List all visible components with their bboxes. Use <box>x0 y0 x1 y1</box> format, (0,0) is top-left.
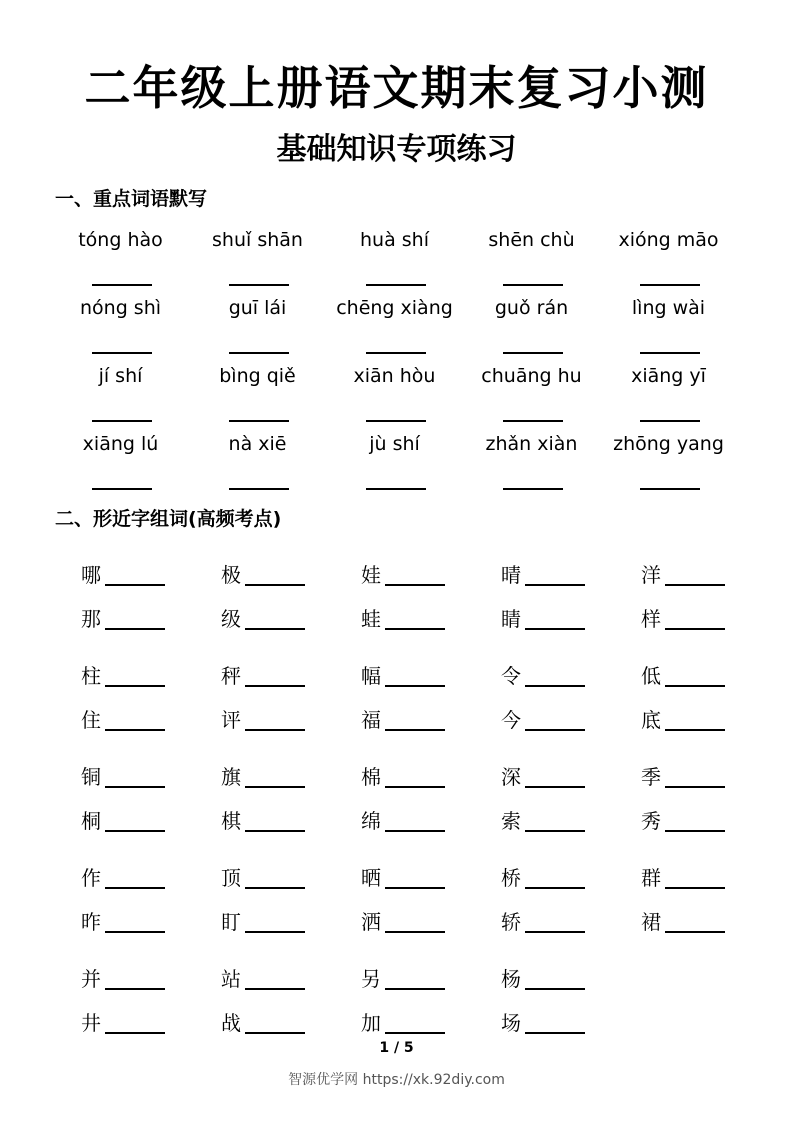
character-text: 战 <box>221 1011 241 1035</box>
pinyin-text: xiāng yī <box>631 365 706 387</box>
character-item <box>641 891 781 935</box>
pinyin-text: xiān hòu <box>353 365 436 387</box>
character-item <box>221 992 361 1036</box>
word-blank[interactable] <box>385 988 445 990</box>
character-item <box>81 847 221 891</box>
pinyin-item <box>463 226 600 294</box>
pinyin-item <box>463 430 600 498</box>
character-item <box>81 645 221 689</box>
similar-character-grid <box>81 544 781 1049</box>
character-text: 深 <box>501 765 521 789</box>
character-item <box>641 790 781 834</box>
word-blank[interactable] <box>105 1032 165 1034</box>
pinyin-item <box>326 226 463 294</box>
section-heading-vocab-dictation: 一、重点词语默写 <box>55 188 208 210</box>
answer-blank[interactable] <box>366 284 426 286</box>
word-blank[interactable] <box>245 1032 305 1034</box>
word-blank[interactable] <box>105 988 165 990</box>
word-blank[interactable] <box>665 729 725 731</box>
pinyin-item <box>463 294 600 362</box>
character-item <box>501 992 641 1036</box>
character-text: 季 <box>641 765 661 789</box>
character-text: 睛 <box>501 607 521 631</box>
character-item <box>641 645 781 689</box>
pinyin-text: jí shí <box>98 365 143 387</box>
word-blank[interactable] <box>245 887 305 889</box>
word-blank[interactable] <box>385 830 445 832</box>
character-text: 极 <box>221 563 241 587</box>
word-blank[interactable] <box>525 628 585 630</box>
character-item <box>221 948 361 992</box>
pinyin-text: zhǎn xiàn <box>485 433 578 455</box>
character-item <box>361 790 501 834</box>
character-text: 另 <box>361 967 381 991</box>
character-item <box>221 790 361 834</box>
word-blank[interactable] <box>525 887 585 889</box>
character-text: 评 <box>221 708 241 732</box>
character-text: 令 <box>501 664 521 688</box>
pinyin-text: zhōng yang <box>613 433 724 455</box>
character-text: 轿 <box>501 910 521 934</box>
word-blank[interactable] <box>665 786 725 788</box>
character-item <box>221 746 361 790</box>
character-text: 索 <box>501 809 521 833</box>
word-blank[interactable] <box>665 628 725 630</box>
pinyin-item <box>326 362 463 430</box>
pinyin-item <box>600 430 737 498</box>
pinyin-row <box>52 430 738 498</box>
word-blank[interactable] <box>525 988 585 990</box>
pinyin-item <box>600 294 737 362</box>
answer-blank[interactable] <box>503 420 563 422</box>
character-text: 杨 <box>501 967 521 991</box>
character-item <box>81 948 221 992</box>
character-item <box>641 746 781 790</box>
character-text: 哪 <box>81 563 101 587</box>
character-text: 裙 <box>641 910 661 934</box>
character-text: 秀 <box>641 809 661 833</box>
pinyin-item <box>52 362 189 430</box>
word-blank[interactable] <box>245 729 305 731</box>
pinyin-row <box>52 362 738 430</box>
answer-blank[interactable] <box>640 284 700 286</box>
character-item <box>501 847 641 891</box>
character-item <box>641 847 781 891</box>
character-text: 秤 <box>221 664 241 688</box>
word-blank[interactable] <box>665 584 725 586</box>
character-text: 晒 <box>361 866 381 890</box>
word-blank[interactable] <box>385 1032 445 1034</box>
pinyin-item <box>52 294 189 362</box>
character-item <box>641 588 781 632</box>
character-text: 站 <box>221 967 241 991</box>
character-item <box>641 689 781 733</box>
character-text: 旗 <box>221 765 241 789</box>
pinyin-text: jù shí <box>369 433 420 455</box>
character-pair-group <box>81 544 781 645</box>
pinyin-row <box>52 226 738 294</box>
character-item <box>501 689 641 733</box>
character-row <box>81 544 781 588</box>
pinyin-item <box>600 362 737 430</box>
character-row <box>81 992 781 1036</box>
character-pair-group <box>81 847 781 948</box>
character-item <box>361 746 501 790</box>
character-item <box>221 544 361 588</box>
answer-blank[interactable] <box>640 352 700 354</box>
pinyin-item <box>600 226 737 294</box>
character-row <box>81 891 781 935</box>
answer-blank[interactable] <box>640 420 700 422</box>
character-item <box>501 746 641 790</box>
character-text: 顶 <box>221 866 241 890</box>
page-subtitle: 基础知识专项练习 <box>276 132 517 167</box>
character-text: 福 <box>361 708 381 732</box>
word-blank[interactable] <box>525 931 585 933</box>
word-blank[interactable] <box>105 628 165 630</box>
pinyin-item <box>189 362 326 430</box>
pinyin-text: nà xiē <box>228 433 287 455</box>
character-text: 蛙 <box>361 607 381 631</box>
answer-blank[interactable] <box>503 488 563 490</box>
answer-blank[interactable] <box>92 352 152 354</box>
word-blank[interactable] <box>105 729 165 731</box>
word-blank[interactable] <box>525 729 585 731</box>
character-item <box>641 544 781 588</box>
answer-blank[interactable] <box>229 420 289 422</box>
character-text: 洒 <box>361 910 381 934</box>
character-item <box>81 544 221 588</box>
word-blank[interactable] <box>105 685 165 687</box>
word-blank[interactable] <box>245 830 305 832</box>
answer-blank[interactable] <box>229 488 289 490</box>
character-item <box>361 992 501 1036</box>
character-text: 盯 <box>221 910 241 934</box>
word-blank[interactable] <box>385 786 445 788</box>
pinyin-text: nóng shì <box>79 297 162 319</box>
word-blank[interactable] <box>105 830 165 832</box>
pinyin-item <box>463 362 600 430</box>
character-text: 铜 <box>81 765 101 789</box>
word-blank[interactable] <box>385 584 445 586</box>
character-text: 样 <box>641 607 661 631</box>
character-item <box>81 689 221 733</box>
answer-blank[interactable] <box>92 488 152 490</box>
character-row <box>81 689 781 733</box>
pinyin-item <box>326 294 463 362</box>
pinyin-text: shuǐ shān <box>212 229 303 251</box>
character-text: 绵 <box>361 809 381 833</box>
word-blank[interactable] <box>245 584 305 586</box>
pinyin-text: huà shí <box>360 229 429 251</box>
character-text: 柱 <box>81 664 101 688</box>
character-text: 娃 <box>361 563 381 587</box>
character-text: 场 <box>501 1011 521 1035</box>
character-row <box>81 790 781 834</box>
character-text: 棋 <box>221 809 241 833</box>
word-blank[interactable] <box>385 887 445 889</box>
pinyin-text: chuāng hu <box>481 365 582 387</box>
character-row <box>81 847 781 891</box>
character-text: 作 <box>81 866 101 890</box>
character-text: 群 <box>641 866 661 890</box>
pinyin-text: guǒ rán <box>494 297 569 319</box>
word-blank[interactable] <box>525 1032 585 1034</box>
answer-blank[interactable] <box>92 420 152 422</box>
word-blank[interactable] <box>245 628 305 630</box>
character-text: 晴 <box>501 563 521 587</box>
character-item <box>221 847 361 891</box>
word-blank[interactable] <box>245 685 305 687</box>
word-blank[interactable] <box>245 988 305 990</box>
word-blank[interactable] <box>665 887 725 889</box>
pinyin-text: xiāng lú <box>82 433 159 455</box>
character-text: 住 <box>81 708 101 732</box>
character-item <box>501 645 641 689</box>
pinyin-item <box>189 294 326 362</box>
section-heading-similar-characters: 二、形近字组词(高频考点) <box>55 508 282 530</box>
pinyin-item <box>189 226 326 294</box>
word-blank[interactable] <box>105 887 165 889</box>
character-item <box>361 948 501 992</box>
character-item <box>361 891 501 935</box>
character-item <box>81 891 221 935</box>
word-blank[interactable] <box>385 729 445 731</box>
character-text: 幅 <box>361 664 381 688</box>
character-row <box>81 948 781 992</box>
character-pair-group <box>81 746 781 847</box>
pinyin-text: bìng qiě <box>219 365 296 387</box>
character-item <box>221 645 361 689</box>
character-item <box>221 588 361 632</box>
character-item <box>361 645 501 689</box>
character-item <box>221 689 361 733</box>
answer-blank[interactable] <box>92 284 152 286</box>
character-text: 底 <box>641 708 661 732</box>
page-number: 1 / 5 <box>379 1040 414 1056</box>
word-blank[interactable] <box>245 786 305 788</box>
answer-blank[interactable] <box>640 488 700 490</box>
character-item <box>221 891 361 935</box>
pinyin-text: chēng xiàng <box>336 297 453 319</box>
character-text: 桐 <box>81 809 101 833</box>
answer-blank[interactable] <box>366 420 426 422</box>
character-item <box>501 948 641 992</box>
word-blank[interactable] <box>105 786 165 788</box>
character-item <box>361 689 501 733</box>
character-item <box>501 790 641 834</box>
character-item <box>81 746 221 790</box>
pinyin-row <box>52 294 738 362</box>
pinyin-item <box>326 430 463 498</box>
character-pair-group <box>81 948 781 1049</box>
character-row <box>81 746 781 790</box>
answer-blank[interactable] <box>229 284 289 286</box>
word-blank[interactable] <box>105 931 165 933</box>
character-item <box>501 588 641 632</box>
word-blank[interactable] <box>525 830 585 832</box>
word-blank[interactable] <box>525 786 585 788</box>
word-blank[interactable] <box>525 685 585 687</box>
footer-source: 智源优学网 https://xk.92diy.com <box>288 1072 505 1088</box>
character-item <box>501 544 641 588</box>
answer-blank[interactable] <box>366 352 426 354</box>
word-blank[interactable] <box>385 628 445 630</box>
character-text: 并 <box>81 967 101 991</box>
character-item <box>81 588 221 632</box>
character-item <box>501 891 641 935</box>
word-blank[interactable] <box>665 830 725 832</box>
character-text: 桥 <box>501 866 521 890</box>
word-blank[interactable] <box>385 685 445 687</box>
character-item <box>81 790 221 834</box>
character-row <box>81 645 781 689</box>
word-blank[interactable] <box>245 931 305 933</box>
pinyin-text: xióng māo <box>618 229 719 251</box>
character-text: 低 <box>641 664 661 688</box>
pinyin-text: shēn chù <box>488 229 575 251</box>
character-text: 加 <box>361 1011 381 1035</box>
character-text: 昨 <box>81 910 101 934</box>
pinyin-text: tóng hào <box>78 229 163 251</box>
word-blank[interactable] <box>665 931 725 933</box>
answer-blank[interactable] <box>503 284 563 286</box>
word-blank[interactable] <box>525 584 585 586</box>
character-text: 井 <box>81 1011 101 1035</box>
word-blank[interactable] <box>665 685 725 687</box>
character-text: 那 <box>81 607 101 631</box>
character-item <box>361 847 501 891</box>
pinyin-item <box>52 226 189 294</box>
answer-blank[interactable] <box>229 352 289 354</box>
pinyin-dictation-grid <box>52 226 738 498</box>
character-text: 洋 <box>641 563 661 587</box>
pinyin-text: lìng wài <box>631 297 706 319</box>
character-item <box>361 544 501 588</box>
character-item <box>81 992 221 1036</box>
pinyin-text: guī lái <box>228 297 287 319</box>
word-blank[interactable] <box>105 584 165 586</box>
page-title: 二年级上册语文期末复习小测 <box>84 61 709 115</box>
character-item <box>361 588 501 632</box>
pinyin-item <box>52 430 189 498</box>
character-pair-group <box>81 645 781 746</box>
answer-blank[interactable] <box>503 352 563 354</box>
character-text: 级 <box>221 607 241 631</box>
pinyin-item <box>189 430 326 498</box>
character-text: 棉 <box>361 765 381 789</box>
word-blank[interactable] <box>385 931 445 933</box>
answer-blank[interactable] <box>366 488 426 490</box>
character-row <box>81 588 781 632</box>
character-text: 今 <box>501 708 521 732</box>
